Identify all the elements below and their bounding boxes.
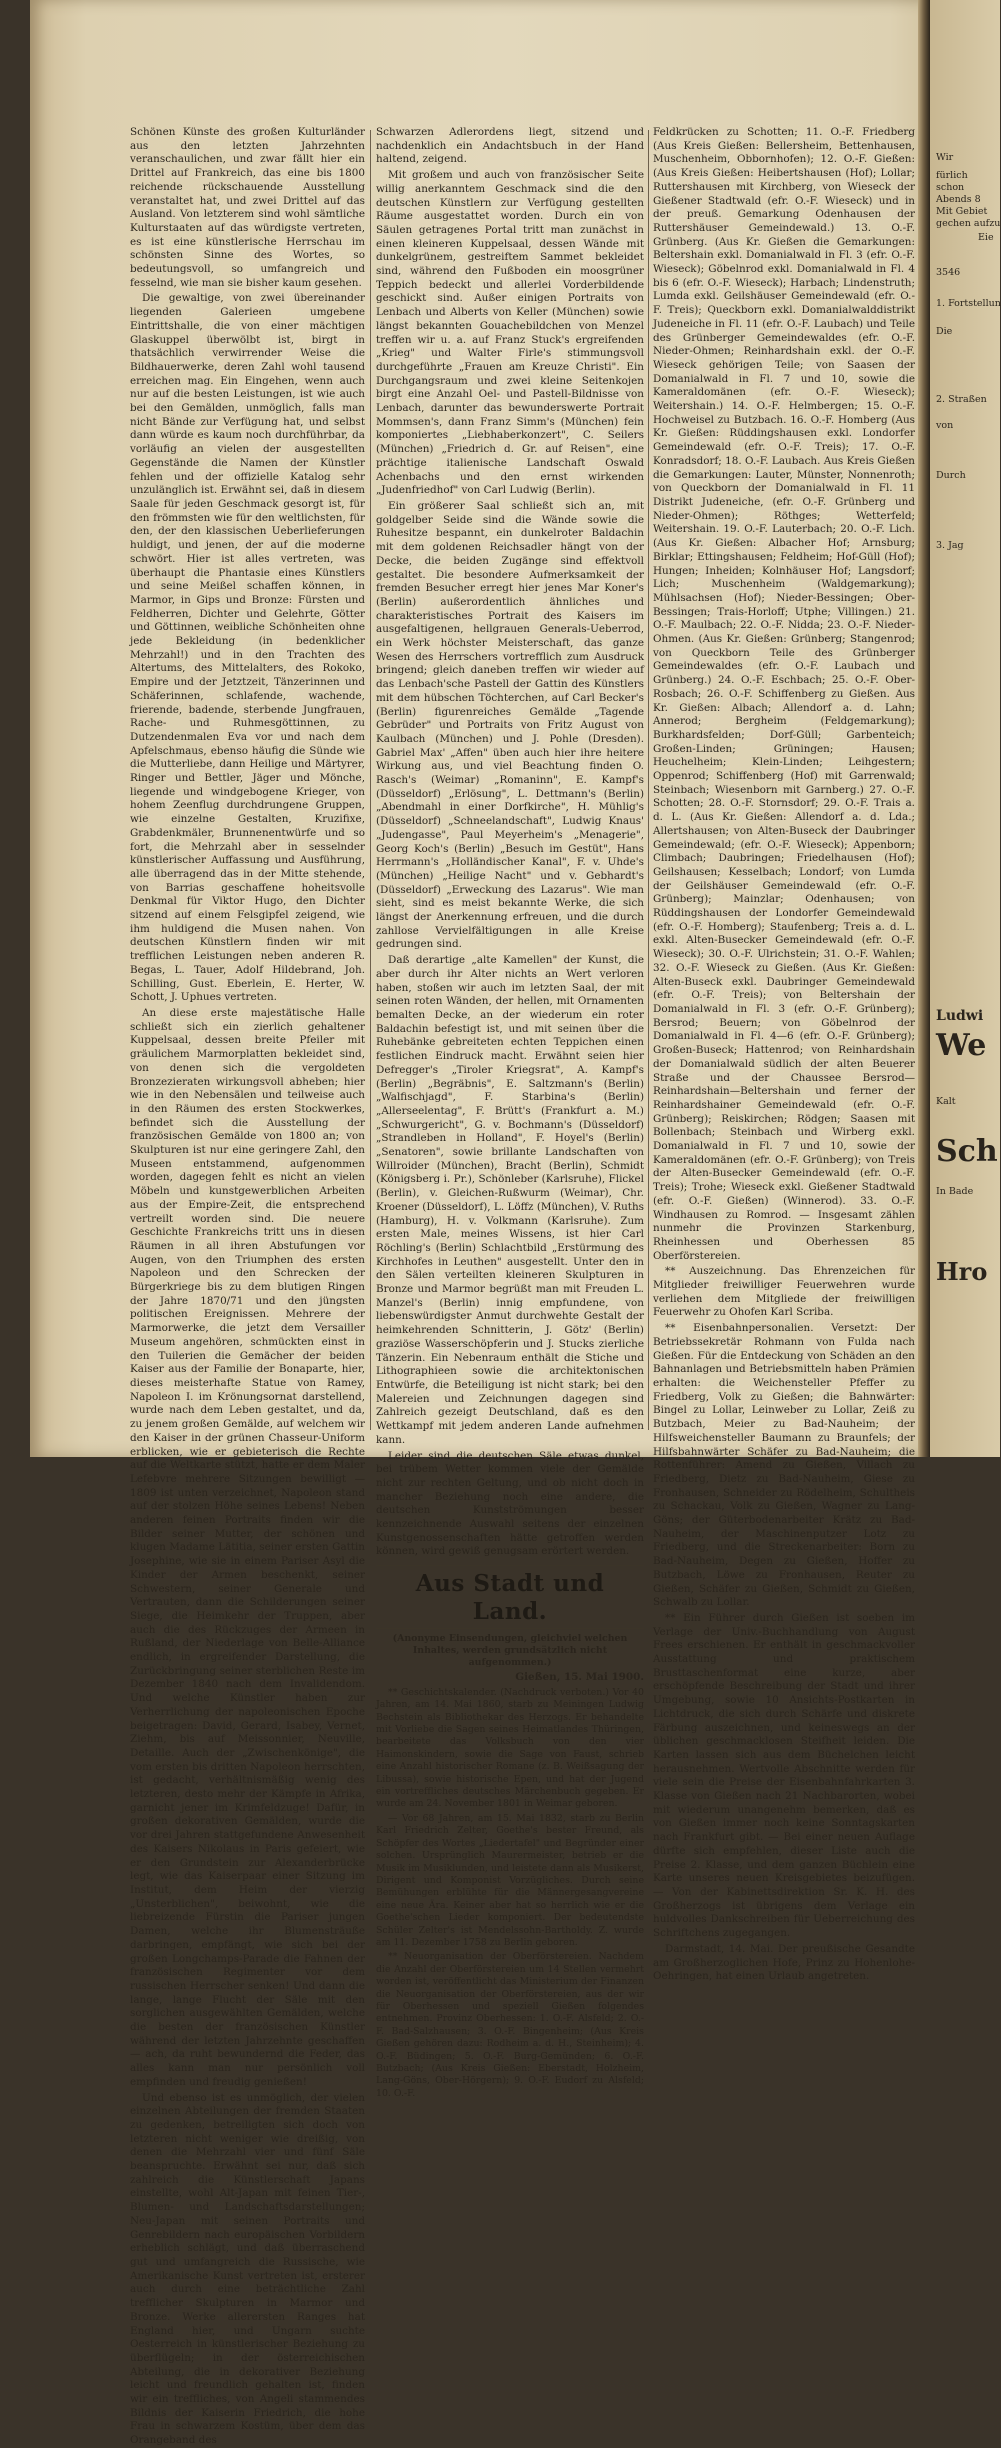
book-gutter — [918, 0, 930, 1457]
news-item: ** Eisenbahnpersonalien. Versetzt: Der Betriebssekretär Rohmann von Fulda nach Gießen. Für die Entdeckung von Schäden an den Bahnanlagen und Betriebsmitteln haben Prämien erhalten: die Weichensteller Pfeffer zu Friedberg, Volk zu Gießen; die Bahnwärter: Bingel zu Lollar, Leinweber zu Lollar, Zeiß zu Butzbach, Meier zu Bad-Nauheim; der Hilfsweichensteller Baumann zu Braunfels; der Hilfsbahnwärter Schäfer zu Bad-Nauheim; die Rottenführer: Amend zu Gießen, Villach zu Friedberg, Dietz zu Bad-Nauheim, Giese zu Fronhausen, Schneider zu Rödelheim, Schultheis zu Schackau, Volk zu Gießen, Wagner zu Lang-Göns; der Güterbodenarbeiter Krätz zu Bad-Nauheim, der Maschinenputzer Lotz zu Friedberg, und die Streckenarbeiter: Born zu Bad-Nauheim, Degen zu Gießen, Hoffer zu Butzbach, Löwe zu Fronhausen, Reuter zu Gießen, Schäfer zu Gießen, Schmidt zu Gießen, Schwalb zu Lollar. — [653, 1322, 915, 1609]
text-column-3 — [653, 126, 915, 1983]
paragraph: Schwarzen Adlerordens liegt, sitzend und nachdenklich ein Andachtsbuch in der Hand haltend, zeigend. — [376, 126, 644, 166]
fragment-text: fürlich — [936, 170, 968, 181]
fragment-text: von — [936, 420, 954, 431]
fragment-text: 3546 — [936, 267, 961, 278]
news-item: ** Geschichtskalender. (Nachdruck verboten.) Vor 40 Jahren, am 14. Mai 1860, starb zu Meiningen Ludwig Bechstein als Bibliothekar des Herzogs. Er behandelte mit Vorliebe die Sagen seines Heimatlandes Thüringen, bearbeitete das Volksbuch von den vier Haimonskindern, sowie die Sage von Faust, schrieb eine Anzahl historischer Romane (z. B. Weißsagung der Libussa), sowie historische Epen, und hat der Jugend ein vortreffliches deutsches Märchenbuch gegeben. Er wurde am 24. November 1801 in Weimar geboren. — [376, 1686, 644, 1810]
paragraph: Und ebenso ist es unmöglich, der vielen einzelnen Abteilungen der fremden Staaten zu gedenken, betreiligten sich doch von letzteren nicht weniger wie dreißig, von denen die Mehrzahl vier und fünf Säle beanspruchte. Erwähnt sei nur, daß sich zahlreich die Künstlerschaft Japans einstellte, wohl Alt-Japan mit feinen Tier-, Blumen- und Landschaftsdarstellungen; Neu-Japan mit seinen Portraits und Genrebildern nach europäischen Vorbildern erheblich schlägt, und daß überraschend gut und umfangreich die Russische, wie Amerikanische Kunst vertreten ist, ersterer auch durch eine beträchtliche Zahl trefflicher Skulpturen in Marmor und Bronze. Werke allerersten Ranges hat England hier, und Ungarn suchte Oesterreich in künstlerischer Beziehung zu überflügeln; in der österreichischen Abteilung, die in dekorativer Beziehung leicht und freundlich gehalten ist, finden wir ein treffliches, von Angeli stammendes Bildnis der Kaiserin Friedrich, die hohe Frau in schwarzem Kostüm, über dem das Orangeband des — [130, 2091, 365, 2447]
fragment-text: 3. Jag — [936, 540, 964, 551]
paragraph: Leider sind die deutschen Säle etwas dunkel, bei trübem Wetter kommen viele der Gemälde nicht zur rechten Geltung, und ob nicht doch in mancher Beziehung noch eine andere, die deutschen Kunstströmungen besser kennzeichnende Auswahl seitens der einzelnen Kunstgenossenschaften hätte getroffen werden können, wird gewiß genugsam erörtert werden. — [376, 1449, 644, 1558]
news-item: Feldkrücken zu Schotten; 11. O.-F. Friedberg (Aus Kreis Gießen: Bellersheim, Bettenhausen, Muschenheim, Obbornhofen); 12. O.-F. Gießen: (Aus Kreis Gießen: Heibertshausen (Hof); Lollar; Ruttershausen mit Kirchberg, von Wieseck der Gießener Stadtwald (efr. O.-F. Wieseck) und in der preuß. Gemarkung Odenhausen der Ruttershäuser Gemeindewald.) 13. O.-F. Grünberg. (Aus Kr. Gießen die Gemarkungen: Beltershain exkl. Domanialwald in Fl. 3 (efr. O.-F. Wieseck); Göbelnrod exkl. Domanialwald in Fl. 4 bis 6 (efr. O.-F. Wieseck); Harbach; Lindenstruth; Lumda exkl. Geilshäuser Gemeindewald (efr. O.-F. Treis); Queckborn exkl. Domanialwalddistrikt Judeneiche in Fl. 11 (efr. O.-F. Laubach) und Teile des Grünberger Gemeindewaldes (efr. O.-F. Nieder-Ohmen; Reinhardshain exkl. der O.-F. Wieseck gehörigen Teile; von Saasen der Domanialwald in Fl. 7 und 10, sowie die Kameraldomänen (efr. O.-F. Wieseck); Weitershain.) 14. O.-F. Helmbergen; 15. O.-F. Hochweisel zu Butzbach. 16. O.-F. Homberg (Aus Kr. Gießen: Rüddingshausen exkl. Londorfer Gemeindewald (efr. O.-F. Treis); 17. O.-F. Konradsdorf; 18. O.-F. Laubach. Aus Kreis Gießen die Gemarkungen: Lauter, Münster, Nonnenroth; von Queckborn der Domanialwald in Fl. 11 Distrikt Judeneiche, (efr. O.-F. Grünberg und Nieder-Ohmen); Röthges; Wetterfeld; Weitershain. 19. O.-F. Lauterbach; 20. O.-F. Lich. (Aus Kr. Gießen: Albacher Hof; Arnsburg; Birklar; Ettingshausen; Feldheim; Hof-Güll (Hof); Hungen; Inheiden; Kolnhäuser Hof; Langsdorf; Lich; Muschenheim (Waldgemarkung); Mühlsachsen (Hof); Nieder-Bessingen; Ober-Bessingen; Trais-Horloff; Utphe; Villingen.) 21. O.-F. Maulbach; 22. O.-F. Nidda; 23. O.-F. Nieder-Ohmen. (Aus Kr. Gießen: Grünberg; Stangenrod; von Queckborn Teile des Grünberger Gemeindewaldes (efr. O.-F. Laubach und Grünberg.) 24. O.-F. Eschbach; 25. O.-F. Ober-Rosbach; 26. O.-F. Schiffenberg zu Gießen. Aus Kr. Gießen: Albach; Allendorf a. d. Lahn; Annerod; Bergheim (Feldgemarkung); Burkhardsfelden; Dorf-Güll; Garbenteich; Großen-Linden; Grüningen; Hausen; Heuchelheim; Klein-Linden; Leihgestern; Oppenrod; Schiffenberg (Hof) mit Garrenwald; Steinbach; Wiesenborn mit Garnberg.) 27. O.-F. Schotten; 28. O.-F. Stornsdorf; 29. O.-F. Trais a. d. L. (Aus Kr. Gießen: Allendorf a. d. Lda.; Allertshausen; von Alten-Buseck der Daubringer Gemeindewald; (efr. O.-F. Wieseck); Appenborn; Climbach; Daubringen; Friedelhausen (Hof); Geilshausen; Kesselbach; Londorf; von Lumda der Geilshäuser Gemeindewald (efr. O.-F. Grünberg); Mainzlar; Odenhausen; von Rüddingshausen der Londorfer Gemeindewald (efr. O.-F. Homberg); Staufenberg; Treis a. d. L. exkl. Alten-Busecker Gemeindewald (efr. O.-F. Wieseck); 30. O.-F. Ulrichstein; 31. O.-F. Wahlen; 32. O.-F. Wieseck zu Gießen. (Aus Kr. Gießen: Alten-Buseck exkl. Daubringer Gemeindewald (efr. O.-F. Treis); von Beltershain der Domanialwald in Fl. 3 (efr. O.-F. Grünberg); Bersrod; Beuern; von Göbelnrod der Domanialwald in Fl. 4—6 (efr. O.-F. Grünberg); Großen-Buseck; Hattenrod; von Reinhardshain der Domanialwald südlich der alten Beuerer Straße und der Chaussee Bersrod—Reinhardshain—Beltershain und ferner der Reinhardshainer Gemeindewald (efr. O.-F. Grünberg); Reiskirchen; Rödgen; Saasen mit Bollenbach; Steinbach und Wirberg exkl. Domanialwald in Fl. 7 und 10, sowie der Kameraldomänen (efr. O.-F. Grünberg); von Treis der Alten-Busecker Gemeindewald (efr. O.-F. Treis); Trohe; Wieseck exkl. Gießener Stadtwald (efr. O.-F. Gießen) (Winnerod). 33. O.-F. Windhausen zu Romrod. — Insgesamt zählen nunmehr die Provinzen Starkenburg, Rheinhessen und Oberhessen 85 Oberförstereien. — [653, 126, 915, 1262]
dateline: Gießen, 15. Mai 1900. — [515, 1671, 644, 1684]
fragment-text: In Bade — [936, 1186, 974, 1197]
news-item: ** Neuorganisation der Oberförstereien. Nachdem die Anzahl der Oberförstereien um 14 Stellen vermehrt worden ist, veröffentlicht das Ministerium der Finanzen die Neuorganisation der Oberförstereien, aus der wir für Oberhessen und speziell Gießen folgendes entnehmen. Provinz Oberhessen: 1. O.-F. Alsfeld; 2. O.-F. Bad-Salzhausen; 3. O.-F. Bingenheim; (Aus Kreis Gießen gehören dazu: Rodheim a. d. H., Steinheim); 4. O.-F. Büdingen; 5. O.-F. Burg-Gemünden; 6. O.-F. Butzbach; (Aus Kreis Gießen: Eberstadt, Holzheim, Lang-Göns, Ober-Hörgern); 9. O.-F. Eudorf zu Alsfeld; 10. O.-F. — [376, 1951, 644, 2099]
column-rule — [648, 130, 649, 1430]
news-item: — Vor 68 Jahren, am 15. Mai 1832, starb zu Berlin Karl Friedrich Zelter, Goethe's bester Freund, als Schöpfer des Wortes „Liedertafel" und Begründer einer solchen. Ursprünglich Maurermeister, betrieb er die Musik im Musiklunden, und leistete dann als Musikerst, Dirigent und Komponist Vorzügliches. Durch seine Bemühungen erblühte für die Männergesangvereine eine neue Ära. Keiner aber hat so herrlich wie er die Goethe'schen Lieder komponiert. Der bedeutendste Schüler Zelter's ist Mendelssohn-Bartholdy. Z. wurde am 11. Dezember 1758 zu Berlin geboren. — [376, 1812, 644, 1948]
fragment-text: Hro — [936, 1257, 988, 1286]
fragment-text: 2. Straßen — [936, 394, 987, 405]
news-item: ** Auszeichnung. Das Ehrenzeichen für Mitglieder freiwilliger Feuerwehren wurde verliehen dem Mitgliede der freiwilligen Feuerwehr zu Ohofen Karl Scriba. — [653, 1265, 915, 1319]
paragraph: Daß derartige „alte Kamellen" der Kunst, die aber durch ihr Alter nichts an Wert verloren haben, stoßen wir auch im letzten Saal, der mit seinen roten Wänden, der hellen, mit Ornamenten bemalten Decke, an der wiederum ein roter Baldachin befestigt ist, und mit seinen über die Ruhebänke gebreiteten echten Teppichen einen festlichen Eindruck macht. Erwähnt seien hier Defregger's „Tiroler Kriegsrat", A. Kampf's (Berlin) „Begräbnis", E. Saltzmann's (Berlin) „Walfischjagd", F. Starbina's (Berlin) „Allerseelentag", F. Brütt's (Frankfurt a. M.) „Schwurgericht", G. v. Bochmann's (Düsseldorf) „Strandleben in Holland", F. Hoyel's (Berlin) „Senatoren", sowie brillante Landschaften von Willroider (München), Bracht (Berlin), Schmidt (Königsberg i. Pr.), Schönleber (Karlsruhe), Flickel (Berlin), v. Gleichen-Rußwurm (Weimar), Chr. Kroener (Düsseldorf), L. Löffz (München), V. Ruths (Hamburg), H. v. Volkmann (Karlsruhe). Zum ersten Male, meines Wissens, ist hier Carl Röchling's (Berlin) Schlachtbild „Erstürmung des Kirchhofes in Leuthen" ausgestellt. Unter den in den Sälen verteilten kleineren Skulpturen in Bronze und Marmor begrüßt man mit Freuden L. Manzel's (Berlin) innig empfundene, von liebenswürdigster Anmut durchwehte Gestalt der heimkehrenden Schnitterin, J. Götz' (Berlin) graziöse Wasserschöpferin und J. Stucks zierliche Tänzerin. Ein Nebenraum enthält die Stiche und Lithographieen sowie die architektonischen Entwürfe, die Beteiligung ist nicht stark; bei den Malereien und Zeichnungen dagegen sind Zahlreich gezeigt Deutschland, daß es den Wettkampf mit jedem anderen Lande aufnehmen kann. — [376, 954, 644, 1446]
paragraph: An diese erste majestätische Halle schließt sich ein zierlich gehaltener Kuppelsaal, dessen breite Pfeiler mit gräulichem Marmorplatten bekleidet sind, von denen sich die vergoldeten Bronzezieraten wirkungsvoll abheben; hier wie in den Nebensälen und teilweise auch in den Räumen des ersten Stockwerkes, befindet sich die Ausstellung der französischen Gemälde von 1800 an; von Skulpturen ist nur eine geringere Zahl, den Museen entstammend, aufgenommen worden, dagegen fehlt es nicht an vielen Möbeln und kunstgewerblichen Arbeiten aus der Empire-Zeit, die entsprechend vertreilt worden sind. Die neuere Geschichte Frankreichs tritt uns in diesen Räumen in all ihren Abstufungen vor Augen, von den Triumphen des ersten Napoleon und den Schrecken der Bürgerkriege bis zu dem blutigen Ringen der Jahre 1870/71 und den jüngsten politischen Ereignissen. Mehrere der Marmorwerke, die jetzt dem Versailler Museum angehören, schmückten einst in den Tuilerien die Gemächer der beiden Kaiser aus der Familie der Bonaparte, hier, dieses meisterhafte Statue von Ramey, Napoleon I. im Krönungsornat darstellend, wurde nach dem Leben gestaltet, und da, zu jenem großen Gemälde, auf welchem wir den Kaiser in der grünen Chasseur-Uniform erblicken, wie er gebieterisch die Rechte auf die Weltkarte stützt, hatte er dem Maler Lefebvre mehrere Sitzungen bewilligt — 1809 ist unten verzeichnet, Napoleon stand auf der stolzen Höhe seines Lebens! Neben anderen feinen Portraits finden wir die Bilder seiner Mutter, der schönen und klugen Madame Lätitia, seiner ersten Gattin Josephine, wie sie in einem Pariser Asyl die Kinder der Armen beschenkt, seiner Schwestern, seiner Generale und Vertrauten, dann die Schilderungen seiner Siege, die Heimkehr der Truppen, aber auch die des Rückzuges der Armeen in Rußland, der Niederlage von Belle-Alliance endlich, in ergreifender Darstellung, die Zurückbringung seiner sterblichen Reste im Dezember 1840 nach dem Invalidendom. Und welche Künstler haben zur Verherrlichung der napoleonischen Epoche beigetragen: David, Gerard, Isabey, Vernet, Ziehm, bis auf Meissonnier, Neuville, Detaille. Auch der „Zwischenkönige", die vom ersten bis dritten Napoleon herrschten, ist gedacht, verhältnismäßig wenig des letzteren, desto mehr der Kämpfe in Afrika, garnicht jener im Krimfeldzuge! Dafür, in großen dekorativen Gemälden, wurde die vor drei Jahren stattgefundene Anwesenheit des Kaisers Nikolaus in Paris gefeiert, wie er den Grundstein zur Alexanderbrücke legt, wie das Kaiserpaar einer Sitzung im Institut, dem Heim der vierzig „Unsterblichen", beiwohnt, wie die liebreizende Fürstin die Pariser jungen Damen, welche ihr Blumensträuße darbringen, empfängt, wie sich bei der großen Longchamps-Parade die Fahnen der französischen Regimenter vor dem russischen Herrscher senken! Und dann die lange, lange Flucht der Säle mit den sorglichen ausgewählten Gemälden, welche die besten der französischen Künstler während der letzten Jahrzehnte geschaffen — ach, da ruht bewundernd die Feder, das alles kann man nur persönlich voll empfinden und freudig genießen! — [130, 1007, 365, 2088]
text-column-2 — [376, 126, 644, 2099]
fragment-text: Eie — [978, 232, 994, 243]
paragraph: Die gewaltige, von zwei übereinander liegenden Galerieen umgebene Eintrittshalle, die von einer mächtigen Glaskuppel überwölbt ist, birgt in thatsächlich verwirrender Weise die Bildhauerwerke, deren Zahl wohl tausend erreichen mag. Ein Eingehen, wenn auch nur auf die besten Leistungen, ist wie auch bei den Gemälden, unmöglich, falls man nicht Bände zur Verfügung hat, und selbst dann würde es kaum noch durchführbar, da vorläufig an vielen der ausgestellten Gegenstände die Namen der Künstler fehlen und der offizielle Katalog sehr unzulänglich ist. Erwähnt sei, daß in diesem Saale für jeden Geschmack gesorgt ist, für den frömmsten wie für den weltlichsten, für den, der den klassischen Ueberlieferungen huldigt, und jenen, der auf die moderne schwört. Hier ist alles vertreten, was überhaupt die Phantasie eines Künstlers und seine Meißel schaffen können, in Marmor, in Gips und Bronze: Fürsten und Feldherren, Dichter und Gelehrte, Götter und Göttinnen, weibliche Schönheiten ohne jede Bekleidung (in bedenklicher Mehrzahl!) und in den Trachten des Altertums, des Mittelalters, des Rokoko, Empire und der Jetztzeit, Tänzerinnen und Schäferinnen, schlafende, wachende, frierende, badende, sterbende Jungfrauen, Rache- und Ruhmesgöttinnen, zu Dutzendenmalen Eva vor und nach dem Apfelschmaus, ebenso häufig die Sünde wie die Mutterliebe, dann Heilige und Märtyrer, Ringer und Bettler, Jäger und Mönche, liegende und windgebogene Krieger, von hohem Zeenflug durchdrungene Gruppen, wie einzelne Gestalten, Kruzifixe, Grabdenkmäler, Brunnenentwürfe und so fort, die Mehrzahl aber in sesselnder künstlerischer Auffassung und Ausführung, alle überragend das in der Mitte stehende, von Barrias geschaffene hoheitsvolle Denkmal für Viktor Hugo, den Dichter sitzend auf einem Felsgipfel zeigend, wie ihm huldigend die Musen nahen. Von deutschen Künstlern finden wir mit trefflichen Leistungen neben anderen R. Begas, L. Tauer, Adolf Hildebrand, Joh. Schilling, Gust. Eberlein, E. Herter, W. Schott, J. Uphues vertreten. — [130, 292, 365, 1004]
adjacent-page-edge — [930, 0, 1000, 1457]
news-item: Darmstadt, 14. Mai. Der preußische Gesandte am Großherzoglichen Hofe, Prinz zu Hohenlohe-Oehringen, hat einen Urlaub angetreten. — [653, 1942, 915, 1983]
fragment-text: Mit Gebiet — [936, 206, 988, 217]
fragment-text: Ludwi — [936, 1008, 984, 1024]
section-heading: Aus Stadt und Land. — [376, 1565, 644, 1629]
paragraph: Schönen Künste des großen Kulturländer aus den letzten Jahrzehnten veranschaulichen, und zwar fällt hier ein Drittel auf Frankreich, das eine bis 1800 reichende rückschauende Ausstellung veranstaltet hat, und zwei Drittel auf das Ausland. Von letzterem sind wohl sämtliche Kulturstaaten auf das würdigste vertreten, es ist eine künstlerische Herrschau im schönsten Sinne des Wortes, so bedeutungsvoll, so umfangreich und fesselnd, wie man sie bisher kaum gesehen. — [130, 126, 365, 289]
fragment-text: We — [936, 1028, 987, 1063]
fragment-text: Abends 8 — [936, 194, 981, 205]
fragment-text: Durch — [936, 470, 966, 481]
column-rule — [370, 130, 371, 1430]
fragment-text: gechen aufzu — [936, 218, 1001, 229]
fragment-text: 1. Fortstellun — [936, 298, 1001, 309]
paragraph: Ein größerer Saal schließt sich an, mit goldgelber Seide sind die Wände sowie die Ruhesitze bespannt, ein dunkelroter Baldachin mit dem goldenen Reichsadler hängt von der Decke, die beiden Zugänge sind effektvoll gestaltet. Die besondere Aufmerksamkeit der fremden Besucher erregt hier jenes Mar Koner's (Berlin) außerordentlich ähnliches und charakteristisches Portrait des Kaisers im ausgefaltigenen, hellgrauen Generals-Ueberrod, ein Werk höchster Meisterschaft, das ganze Wesen des Herrschers vortrefflich zum Ausdruck bringend; gleich daneben treffen wir wieder auf das Lenbach'sche Pastell der Gattin des Künstlers mit dem hübschen Töchterchen, auf Carl Becker's (Berlin) figurenreiches Gemälde „Tagende Gebrüder" und Portraits von Fritz August von Kaulbach (München) und J. Pohle (Dresden). Gabriel Max' „Affen" üben auch hier ihre heitere Wirkung aus, und viel Beachtung finden O. Rasch's (Weimar) „Romaninn", E. Kampf's (Düsseldorf) „Erlösung", L. Dettmann's (Berlin) „Abendmahl in einer Dorfkirche", H. Mühlig's (Düsseldorf) „Schneelandschaft", Ludwig Knaus' „Judengasse", Paul Meyerheim's „Menagerie", Georg Koch's (Berlin) „Besuch im Gestüt", Hans Herrmann's „Holländischer Kanal", F. v. Uhde's (München) „Heilige Nacht" und v. Gebhardt's (Düsseldorf) „Erweckung des Lazarus". Wie man sieht, sind es meist bekannte Werke, die sich längst der Anerkennung erfreuen, und die durch zahllose Vervielfältigungen in alle Kreise gedrungen sind. — [376, 499, 644, 951]
fragment-text: Kalt — [936, 1096, 956, 1107]
fragment-text: Die — [936, 326, 953, 337]
fragment-text: Sch — [936, 1134, 998, 1169]
section-subtitle: (Anonyme Einsendungen, gleichviel welchen Inhaltes, werden grundsätzlich nicht aufgenommen.) — [392, 1633, 628, 1669]
text-column-1 — [130, 126, 365, 2447]
news-item: ** Ein Führer durch Gießen ist soeben im Verlage der Univ.-Buchhandlung von August Frees erschienen. Er enthält in geschmackvoller Ausstattung und praktischem Brusttaschenformat eine kurze, aber erschöpfende Beschreibung der Stadt und ihrer Umgebung, sowie 10 Ansichts-Postkarten in Lichtdruck, die sich durch Schärfe und diskrete Färbung auszeichnen, und keineswegs an der üblichen geschmacklosen Steifheit leiden. Die Karten lassen sich aus dem Büchelchen leicht herausnehmen. Wertvolle Abschnitte werden für viele sein die Preise der Eisenbahnfahrkarten 3. Klasse von Gießen nach 21 Nachbarorten, wobei mit wiederum unangenehm bemerken, daß es von Gießen immer noch keine Sonntagskarten nach Frankfurt gibt. — Bei einer neuen Auflage dürfte sich empfehlen, dieser Liste auch die Preise 2. Klasse, und dem ganzen Büchlein eine Karte unseres neuen Kreisgebietes beizufügen. — Von der Kabinettsdirektion Sr. K. H. des Großherzogs ist übrigens dem Verlage ein huldvolles Dankschreiben für Ueberreichung des Schriftchens zugegangen. — [653, 1611, 915, 1940]
paragraph: Mit großem und auch von französischer Seite willig anerkanntem Geschmack sind die den deutschen Künstlern zur Verfügung gestellten Räume ausgestattet worden. Durch ein von Säulen getragenes Portal tritt man zunächst in einen kleineren Kuppelsaal, dessen Wände mit dunkelgrünem, gestreiftem Sammet bekleidet sind, während den Fußboden ein moosgrüner Teppich bedeckt und allerlei Vorderbildende geschickt sind. Außer einigen Portraits von Lenbach und Alberts von Keller (München) sowie längst bekannten Gouachebildchen von Menzel treffen wir u. a. auf Franz Stuck's ergreifenden „Krieg" und Walter Firle's stimmungsvoll durchgeführte „Frauen am Kreuze Christi". Ein Durchgangsraum und zwei kleine Seitenkojen birgt eine Anzahl Oel- und Pastell-Bildnisse von Lenbach, darunter das bewunderswerte Portrait Mommsen's, dann Franz Simm's (München) fein komponiertes „Liebhaberkonzert", C. Seilers (München) „Friedrich d. Gr. auf Reisen", eine prächtige italienische Landschaft Oswald Achenbachs und den ernst wirkenden „Judenfriedhof" von Carl Ludwig (Berlin). — [376, 169, 644, 497]
fragment-text: Wir — [936, 152, 954, 163]
fragment-text: schon — [936, 182, 965, 193]
